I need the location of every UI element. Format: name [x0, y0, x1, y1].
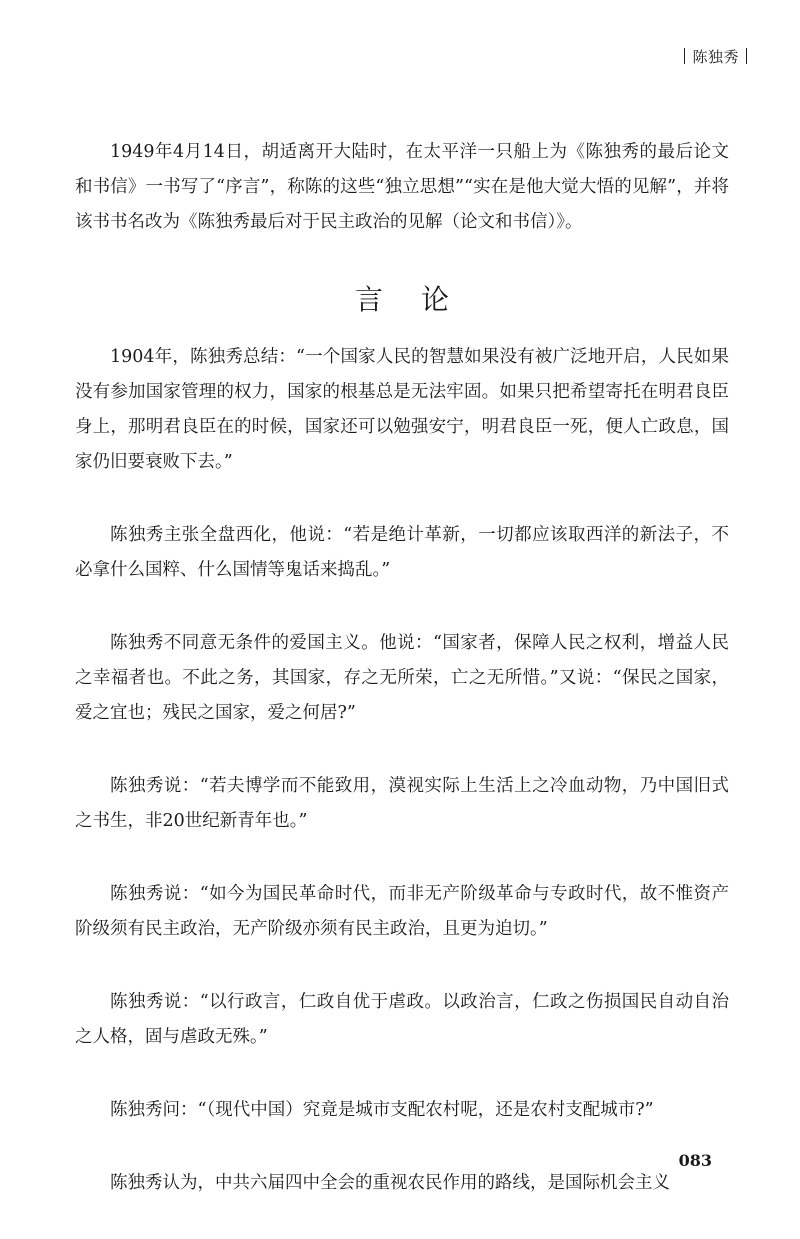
quote-paragraph: 陈独秀说：“以行政言，仁政自优于虐政。以政治言，仁政之伤损国民自动自治之人格，固与虐政无殊。”	[75, 992, 729, 1047]
section-title: 言论	[354, 283, 487, 316]
quote-paragraph: 陈独秀主张全盘西化，他说：“若是绝计革新，一切都应该取西洋的新法子，不必拿什么国粹、什么国情等鬼话来捣乱。”	[75, 525, 729, 580]
quote-paragraph: 陈独秀不同意无条件的爱国主义。他说：“国家者，保障人民之权利，增益人民之幸福者也。不此之务，其国家，存之无所荣，亡之无所惜。”又说：“保民之国家，爱之宜也；残民之国家，爱之何居?”	[75, 633, 729, 723]
running-header	[677, 46, 754, 67]
running-title: 陈独秀	[692, 48, 739, 66]
quote-paragraph: 陈独秀认为，中共六届四中全会的重视农民作用的路线，是国际机会主义	[110, 1173, 670, 1193]
header-divider-right	[746, 48, 747, 64]
intro-paragraph: 1949年4月14日，胡适离开大陆时，在太平洋一只船上为《陈独秀的最后论文和书信》一书写了“序言”，称陈的这些“独立思想”“实在是他大觉大悟的见解”，并将该书书名改为《陈独秀最后对于民主政治的见解（论文和书信）》。	[75, 142, 729, 232]
quote-paragraph: 陈独秀说：“若夫博学而不能致用，漠视实际上生活上之冷血动物，乃中国旧式之书生，非20世纪新青年也。”	[75, 776, 729, 831]
page-body	[75, 135, 729, 1239]
quote-paragraph: 陈独秀问：“（现代中国）究竟是城市支配农村呢，还是农村支配城市?”	[110, 1100, 654, 1120]
page-number: 083	[678, 1151, 712, 1170]
header-divider-left	[684, 48, 685, 64]
quote-paragraph: 陈独秀说：“如今为国民革命时代，而非无产阶级革命与专政时代，故不惟资产阶级须有民主政治，无产阶级亦须有民主政治，且更为迫切。”	[75, 884, 729, 939]
quote-paragraph: 1904年，陈独秀总结：“一个国家人民的智慧如果没有被广泛地开启，人民如果没有参加国家管理的权力，国家的根基总是无法牢固。如果只把希望寄托在明君良臣身上，那明君良臣在的时候，国家还可以勉强安宁，明君良臣一死，便人亡政息，国家仍旧要衰败下去。”	[75, 347, 729, 472]
